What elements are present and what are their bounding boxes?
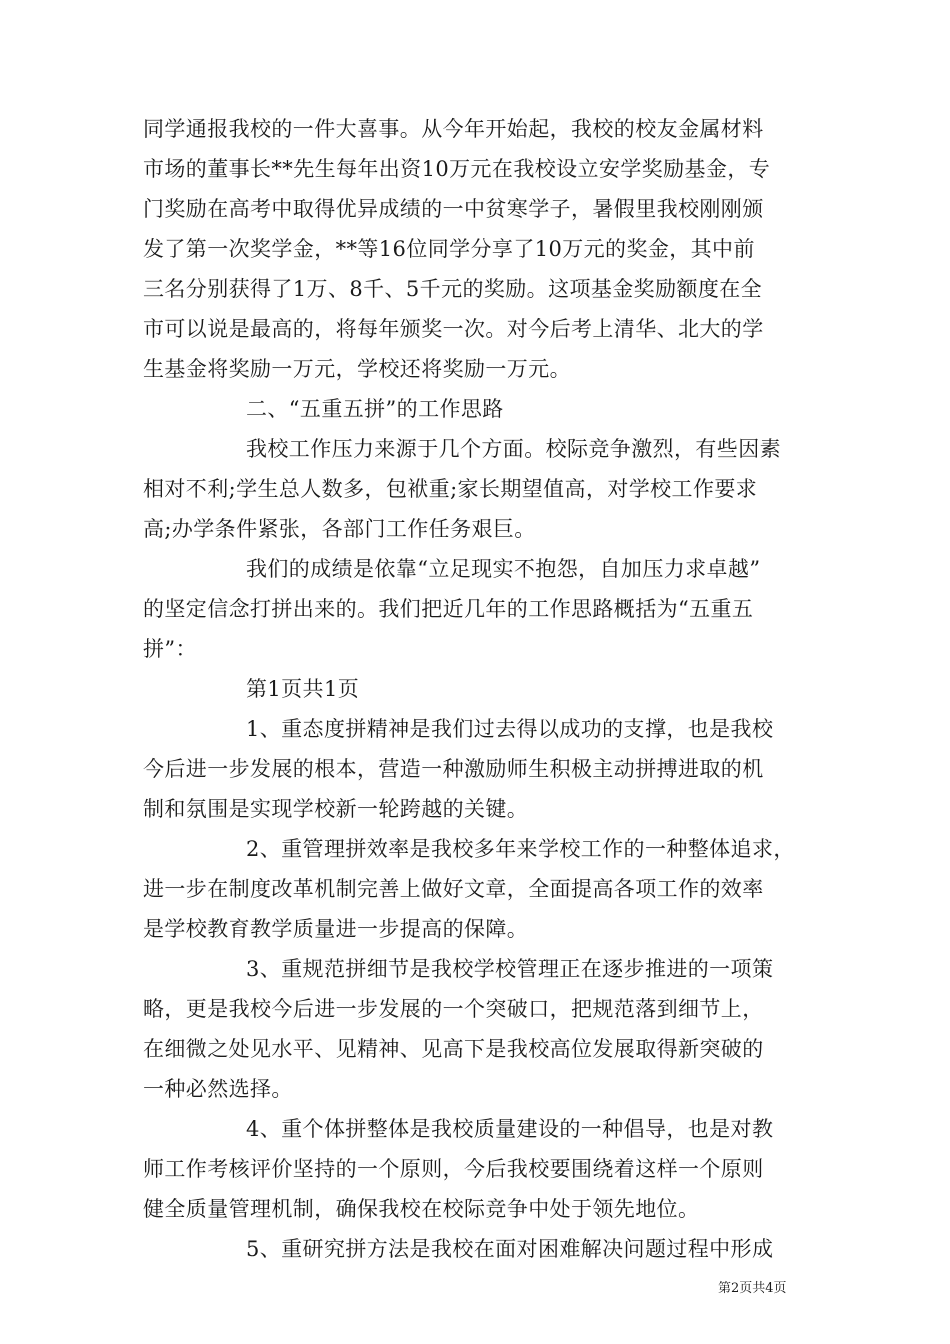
body-text-line: 健全质量管理机制，确保我校在校际竞争中处于领先地位。 (143, 1197, 700, 1221)
section-heading: 二、“五重五拼”的工作思路 (246, 397, 504, 421)
body-text-line: 市可以说是最高的，将每年颁奖一次。对今后考上清华、北大的学 (143, 317, 764, 341)
body-text-line: 的坚定信念打拼出来的。我们把近几年的工作思路概括为“五重五 (143, 597, 754, 621)
body-text-line: 三名分别获得了1万、8千、5千元的奖励。这项基金奖励额度在全 (143, 277, 763, 301)
body-text-line: 略，更是我校今后进一步发展的一个突破口，把规范落到细节上， (143, 997, 764, 1021)
body-text-line: 师工作考核评价坚持的一个原则，今后我校要围绕着这样一个原则 (143, 1157, 764, 1181)
body-text-line: 今后进一步发展的根本，营造一种激励师生积极主动拼搏进取的机 (143, 757, 764, 781)
page-footer-number: 第2页共4页 (718, 1281, 787, 1296)
body-text-line: 制和氛围是实现学校新一轮跨越的关键。 (143, 797, 529, 821)
body-text-line: 一种必然选择。 (143, 1077, 293, 1101)
body-text-line: 市场的董事长**先生每年出资10万元在我校设立安学奖励基金，专 (143, 157, 771, 181)
body-text-line: 生基金将奖励一万元，学校还将奖励一万元。 (143, 357, 571, 381)
body-text-line: 在细微之处见水平、见精神、见高下是我校高位发展取得新突破的 (143, 1037, 764, 1061)
body-text-line: 门奖励在高考中取得优异成绩的一中贫寒学子，暑假里我校刚刚颁 (143, 197, 764, 221)
body-text-line: 发了第一次奖学金，**等16位同学分享了10万元的奖金，其中前 (143, 237, 755, 261)
body-text-line: 进一步在制度改革机制完善上做好文章，全面提高各项工作的效率 (143, 877, 764, 901)
body-text-line: 我校工作压力来源于几个方面。校际竞争激烈，有些因素 (246, 437, 781, 461)
inline-page-marker: 第1页共1页 (246, 677, 360, 701)
list-item-line: 1、重态度拼精神是我们过去得以成功的支撑，也是我校 (246, 717, 774, 741)
body-text-line: 是学校教育教学质量进一步提高的保障。 (143, 917, 529, 941)
list-item-line: 3、重规范拼细节是我校学校管理正在逐步推进的一项策 (246, 957, 774, 981)
body-text-line: 我们的成绩是依靠“立足现实不抱怨，自加压力求卓越” (246, 557, 761, 581)
body-text-line: 相对不利;学生总人数多，包袱重;家长期望值高，对学校工作要求 (143, 477, 758, 501)
body-text-line: 拼”： (143, 637, 197, 661)
body-text-line: 同学通报我校的一件大喜事。从今年开始起，我校的校友金属材料 (143, 117, 764, 141)
body-text-line: 高;办学条件紧张，各部门工作任务艰巨。 (143, 517, 536, 541)
list-item-line: 4、重个体拼整体是我校质量建设的一种倡导，也是对教 (246, 1117, 774, 1141)
list-item-line: 5、重研究拼方法是我校在面对困难解决问题过程中形成 (246, 1237, 774, 1261)
list-item-line: 2、重管理拼效率是我校多年来学校工作的一种整体追求， (246, 837, 795, 861)
